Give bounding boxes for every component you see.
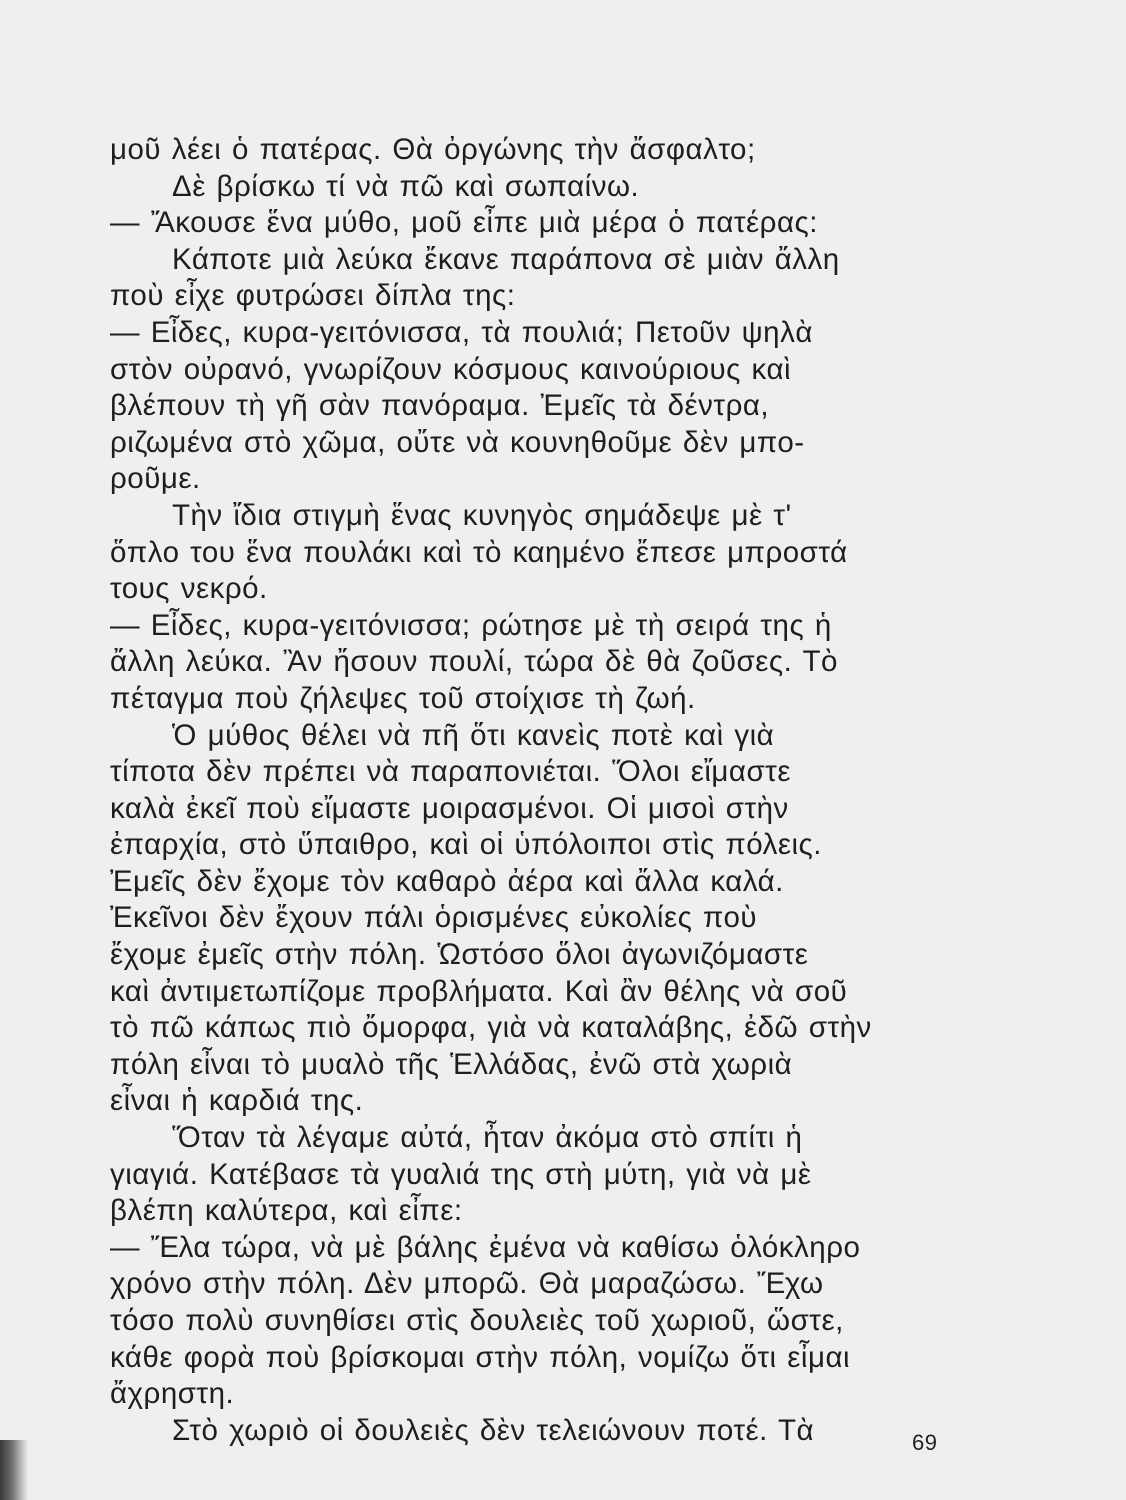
text-line: ροῦμε. bbox=[110, 462, 201, 496]
text-line: ἄλλη λεύκα. Ἂν ἤσουν πουλί, τώρα δὲ θὰ ζοῦσες. Τὸ bbox=[110, 645, 838, 679]
text-line: Τὴν ἴδια στιγμὴ ἕνας κυνηγὸς σημάδεψε μὲ τ' bbox=[172, 498, 792, 532]
text-line: Ἐκεῖνοι δὲν ἔχουν πάλι ὁρισμένες εὐκολίες ποὺ bbox=[110, 901, 758, 935]
text-line: — Εἶδες, κυρα-γειτόνισσα; ρώτησε μὲ τὴ σειρά της ἡ bbox=[110, 608, 832, 642]
text-line: κάθε φορὰ ποὺ βρίσκομαι στὴν πόλη, νομίζω ὅτι εἶμαι bbox=[110, 1340, 851, 1374]
text-line: τίποτα δὲν πρέπει νὰ παραπονιέται. Ὅλοι εἴμαστε bbox=[110, 755, 791, 789]
text-line: πόλη εἶναι τὸ μυαλὸ τῆς Ἑλλάδας, ἐνῶ στὰ χωριὰ bbox=[110, 1047, 793, 1081]
text-line: — Ἔλα τώρα, νὰ μὲ βάλης ἐμένα νὰ καθίσω ὁλόκληρο bbox=[110, 1230, 861, 1264]
text-line: ἄχρηστη. bbox=[110, 1377, 235, 1411]
text-line: τὸ πῶ κάπως πιὸ ὄμορφα, γιὰ νὰ καταλάβης, ἐδῶ στὴν bbox=[110, 1011, 872, 1045]
text-line: Κάποτε μιὰ λεύκα ἔκανε παράπονα σὲ μιὰν ἄλλη bbox=[172, 242, 840, 276]
text-line: ριζωμένα στὸ χῶμα, οὔτε νὰ κουνηθοῦμε δὲν μπο- bbox=[110, 425, 805, 459]
text-line: — Εἶδες, κυρα-γειτόνισσα, τὰ πουλιά; Πετοῦν ψηλὰ bbox=[110, 315, 813, 349]
text-line: ποὺ εἶχε φυτρώσει δίπλα της: bbox=[110, 279, 516, 313]
text-line: ἐπαρχία, στὸ ὕπαιθρο, καὶ οἱ ὑπόλοιποι στὶς πόλεις. bbox=[110, 828, 822, 862]
text-line: τους νεκρό. bbox=[110, 572, 268, 606]
text-line: ἔχομε ἐμεῖς στὴν πόλη. Ὡστόσο ὅλοι ἀγωνιζόμαστε bbox=[110, 938, 809, 972]
spine-shadow bbox=[0, 1440, 28, 1500]
page-number: 69 bbox=[912, 1430, 938, 1455]
text-line: εἶναι ἡ καρδιά της. bbox=[110, 1084, 364, 1118]
text-line: καλὰ ἐκεῖ ποὺ εἴμαστε μοιρασμένοι. Οἱ μισοὶ στὴν bbox=[110, 791, 789, 825]
page-text bbox=[110, 132, 950, 1449]
text-line: Δὲ βρίσκω τί νὰ πῶ καὶ σωπαίνω. bbox=[172, 169, 640, 203]
text-line: καὶ ἀντιμετωπίζομε προβλήματα. Καὶ ἂν θέλης νὰ σοῦ bbox=[110, 974, 848, 1008]
text-line: μοῦ λέει ὁ πατέρας. Θὰ ὀργώνης τὴν ἄσφαλτο; bbox=[110, 133, 756, 166]
text-line: Στὸ χωριὸ οἱ δουλειὲς δὲν τελειώνουν ποτέ. Τὰ bbox=[172, 1413, 815, 1447]
text-line: ὅπλο του ἕνα πουλάκι καὶ τὸ καημένο ἔπεσε μπροστά bbox=[110, 535, 848, 569]
text-line: πέταγμα ποὺ ζήλεψες τοῦ στοίχισε τὴ ζωή. bbox=[110, 681, 696, 715]
text-line: στὸν οὐρανό, γνωρίζουν κόσμους καινούριους καὶ bbox=[110, 352, 792, 386]
text-line: — Ἄκουσε ἕνα μύθο, μοῦ εἶπε μιὰ μέρα ὁ πατέρας: bbox=[110, 206, 818, 240]
text-line: γιαγιά. Κατέβασε τὰ γυαλιά της στὴ μύτη, γιὰ νὰ μὲ bbox=[110, 1157, 812, 1191]
text-line: Ἐμεῖς δὲν ἔχομε τὸν καθαρὸ ἀέρα καὶ ἄλλα καλά. bbox=[110, 864, 784, 898]
text-line: βλέπουν τὴ γῆ σὰν πανόραμα. Ἐμεῖς τὰ δέντρα, bbox=[110, 389, 770, 423]
text-line: βλέπη καλύτερα, καὶ εἶπε: bbox=[110, 1194, 463, 1228]
text-line: Ὁ μύθος θέλει νὰ πῆ ὅτι κανεὶς ποτὲ καὶ γιὰ bbox=[172, 718, 775, 752]
text-line: Ὅταν τὰ λέγαμε αὐτά, ἦταν ἀκόμα στὸ σπίτι ἡ bbox=[172, 1121, 803, 1155]
text-line: τόσο πολὺ συνηθίσει στὶς δουλειὲς τοῦ χωριοῦ, ὥστε, bbox=[110, 1304, 844, 1337]
text-line: χρόνο στὴν πόλη. Δὲν μπορῶ. Θὰ μαραζώσω. Ἔχω bbox=[110, 1267, 824, 1301]
